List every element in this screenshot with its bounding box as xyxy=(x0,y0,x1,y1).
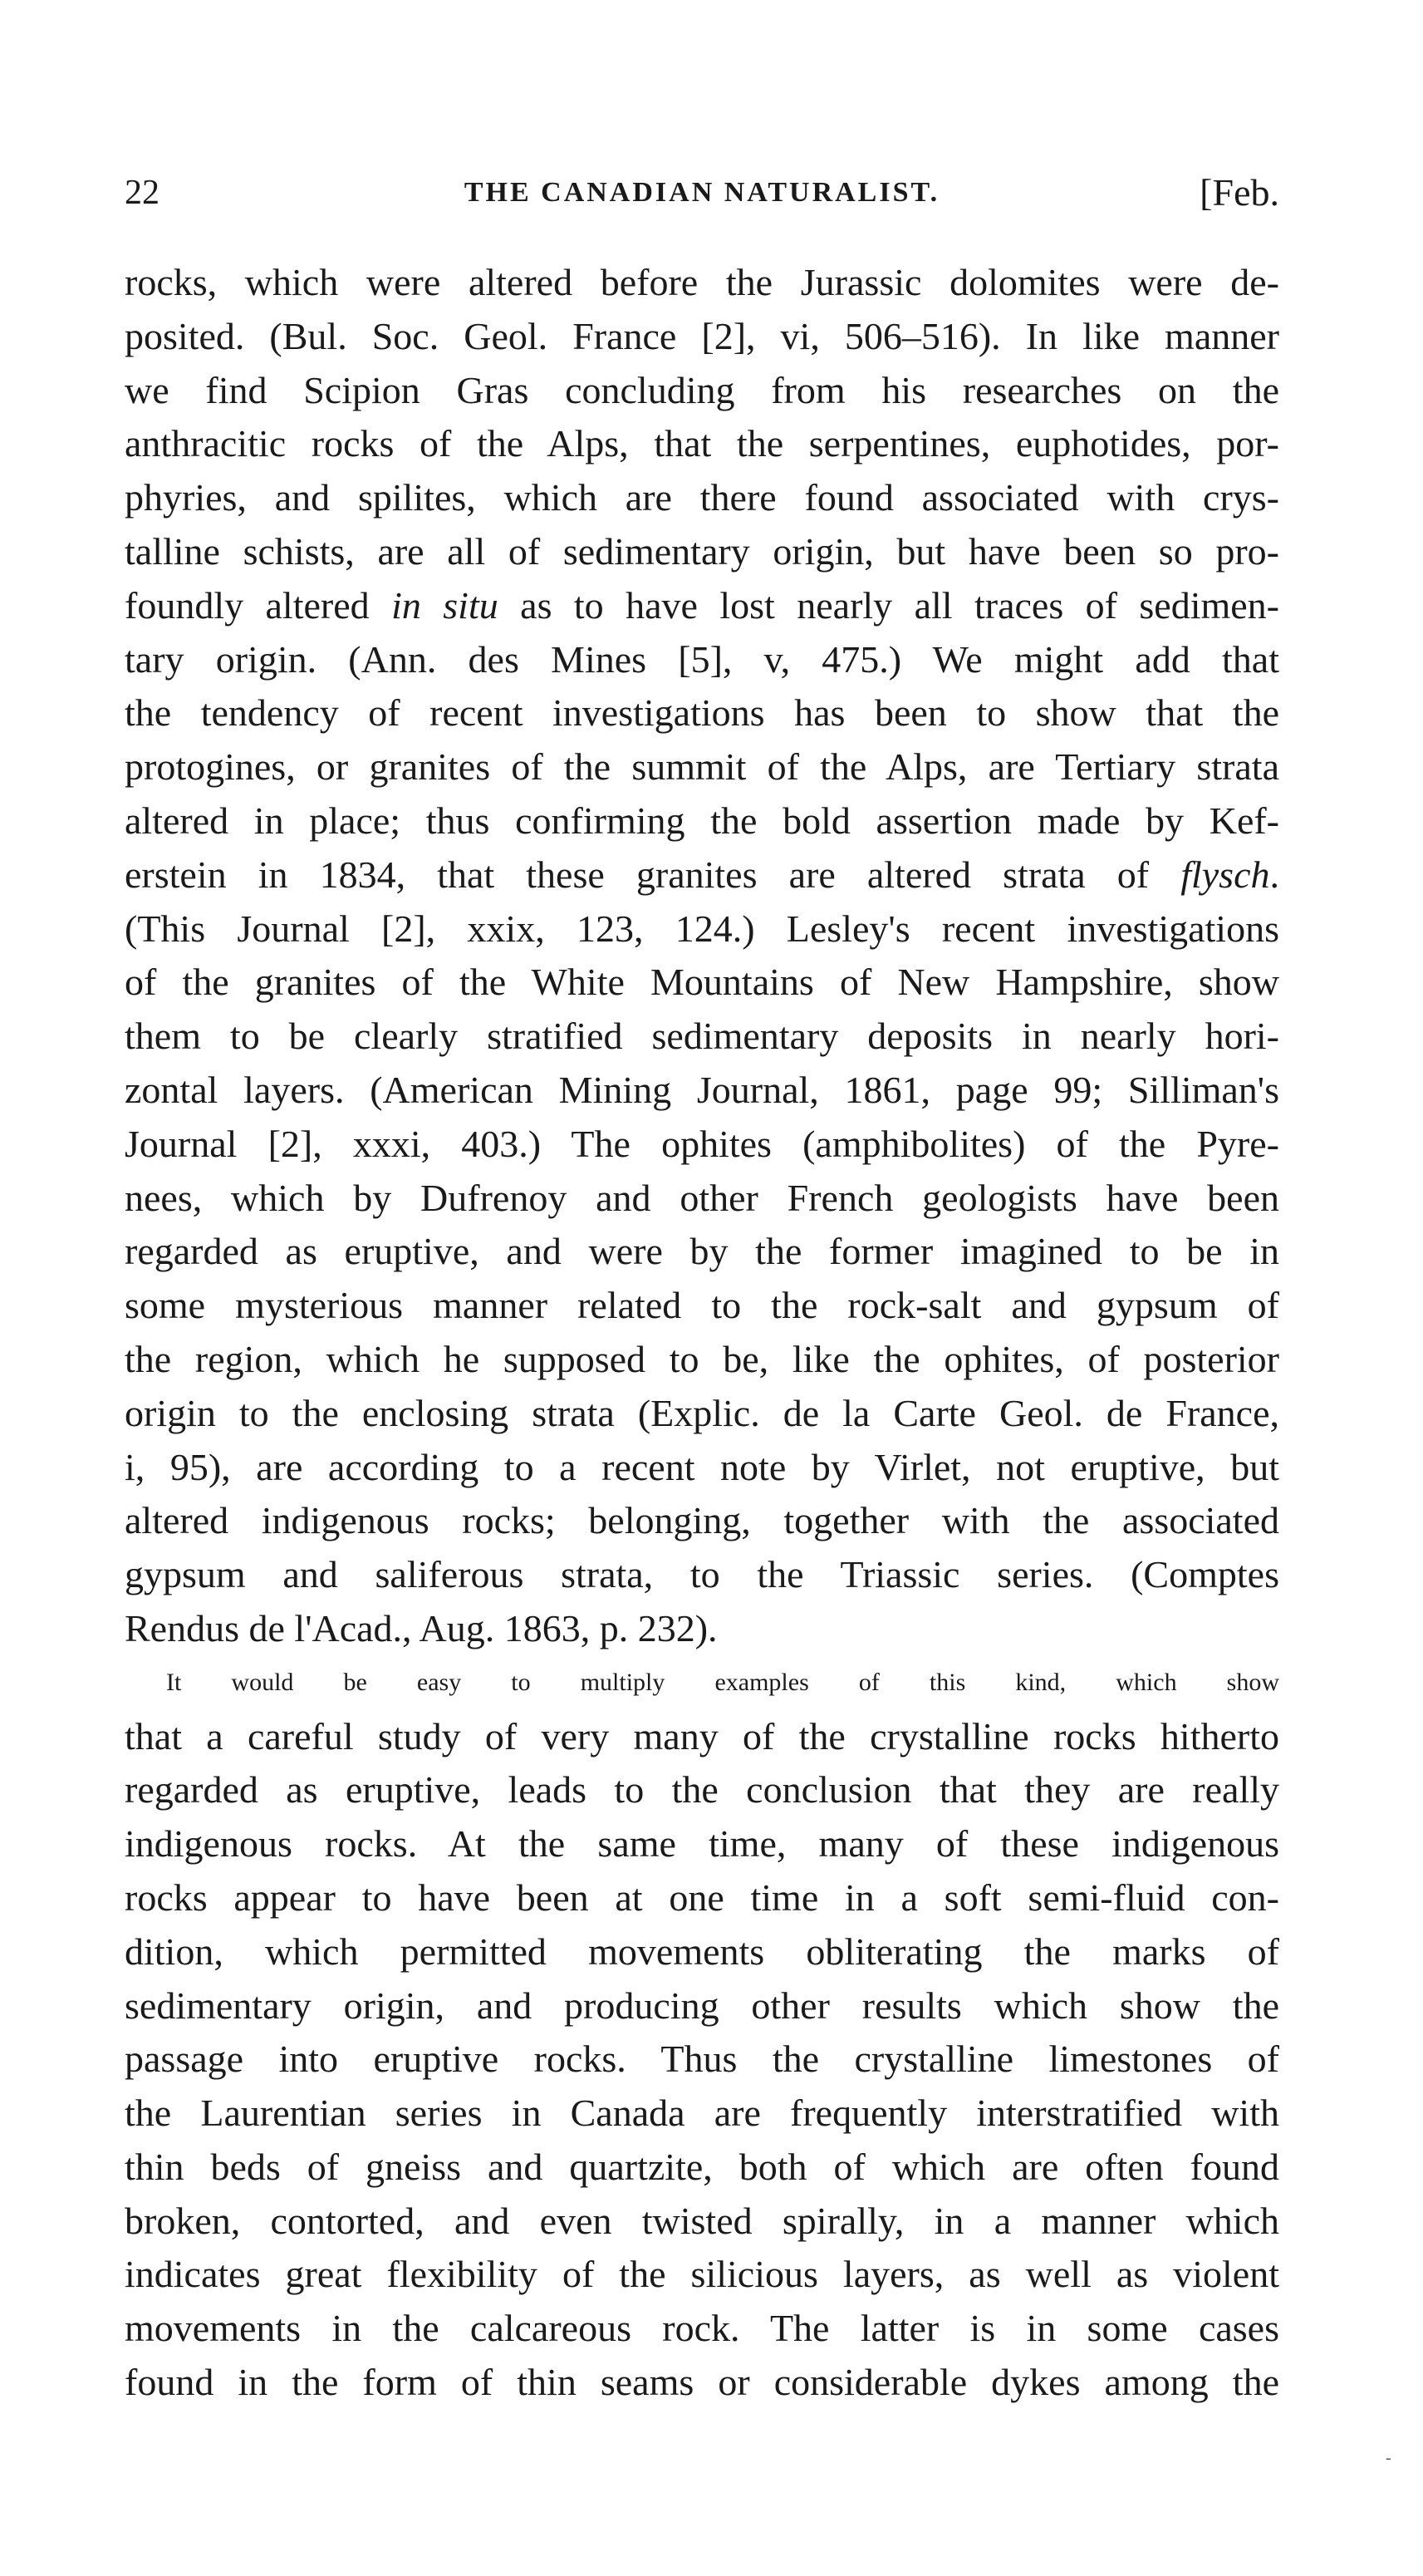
italic-term: flysch xyxy=(1180,853,1270,896)
text-line: nees, which by Dufrenoy and other French geologists have been xyxy=(125,1176,1279,1219)
journal-title: THE CANADIAN NATURALIST. xyxy=(464,177,940,208)
text-line: posited. (Bul. Soc. Geol. France [2], vi, 506–516). In like manner xyxy=(125,314,1279,357)
text-line: Journal [2], xxxi, 403.) The ophites (amphibolites) of the Pyre- xyxy=(125,1122,1279,1165)
text-line: talline schists, are all of sedimentary origin, but have been so pro- xyxy=(125,529,1279,573)
text-line: phyries, and spilites, which are there found associated with crys- xyxy=(125,476,1279,519)
text-line: the tendency of recent investigations has been to show that the xyxy=(125,691,1279,735)
issue-month: [Feb. xyxy=(1200,171,1279,214)
text-line: of the granites of the White Mountains of New Hampshire, show xyxy=(125,961,1279,1004)
text-line: broken, contorted, and even twisted spirally, in a manner which xyxy=(125,2199,1279,2242)
text-line: indigenous rocks. At the same time, many of these indigenous xyxy=(125,1822,1279,1866)
text-line: rocks appear to have been at one time in a soft semi-fluid con- xyxy=(125,1875,1279,1919)
text-line: i, 95), are according to a recent note by Virlet, not eruptive, but xyxy=(125,1445,1279,1488)
text-line: zontal layers. (American Mining Journal, 1861, page 99; Silliman's xyxy=(125,1068,1279,1111)
text-line: protogines, or granites of the summit of the Alps, are Tertiary strata xyxy=(125,745,1279,789)
text-line: the Laurentian series in Canada are frequently interstratified with xyxy=(125,2092,1279,2135)
text-line: dition, which permitted movements obliterating the marks of xyxy=(125,1930,1279,1973)
text-line: indicates great flexibility of the silicious layers, as well as violent xyxy=(125,2253,1279,2296)
text-line: them to be clearly stratified sedimentary deposits in nearly hori- xyxy=(125,1015,1279,1058)
text-line: sedimentary origin, and producing other results which show the xyxy=(125,1984,1279,2027)
text-line: foundly altered in situ as to have lost nearly all traces of sedimen- xyxy=(125,583,1279,627)
text-line: regarded as eruptive, leads to the conclusion that they are really xyxy=(125,1768,1279,1812)
text-line: anthracitic rocks of the Alps, that the serpentines, euphotides, por- xyxy=(125,422,1279,465)
text-line: origin to the enclosing strata (Explic. de la Carte Geol. de France, xyxy=(125,1391,1279,1434)
italic-term: in situ xyxy=(391,583,498,627)
text-line: movements in the calcareous rock. The latter is in some cases xyxy=(125,2307,1279,2350)
text-line: thin beds of gneiss and quartzite, both of which are often found xyxy=(125,2145,1279,2188)
text-line: we find Scipion Gras concluding from his researches on the xyxy=(125,368,1279,411)
text-line: altered in place; thus confirming the bold assertion made by Kef- xyxy=(125,799,1279,842)
text-line: that a careful study of very many of the crystalline rocks hitherto xyxy=(125,1714,1279,1757)
text-line: found in the form of thin seams or considerable dykes among the xyxy=(125,2361,1279,2404)
text-line: tary origin. (Ann. des Mines [5], v, 475.) We might add that xyxy=(125,637,1279,681)
text-line: some mysterious manner related to the rock-salt and gypsum of xyxy=(125,1284,1279,1327)
running-head xyxy=(125,168,1279,218)
page-number: 22 xyxy=(125,174,159,212)
body-text xyxy=(125,256,1279,2410)
text-line: It would be easy to multiply examples of this kind, which show xyxy=(166,1668,1279,1696)
text-line: the region, which he supposed to be, like the ophites, of posterior xyxy=(125,1337,1279,1380)
text-line: erstein in 1834, that these granites are altered strata of flysch. xyxy=(125,853,1279,896)
text-line: regarded as eruptive, and were by the former imagined to be in xyxy=(125,1230,1279,1273)
text-line: altered indigenous rocks; belonging, together with the associated xyxy=(125,1499,1279,1542)
text-line: (This Journal [2], xxix, 123, 124.) Lesley's recent investigations xyxy=(125,907,1279,950)
text-line: passage into eruptive rocks. Thus the crystalline limestones of xyxy=(125,2038,1279,2081)
stray-mark: - xyxy=(1386,2449,1391,2467)
text-line: Rendus de l'Acad., Aug. 1863, p. 232). xyxy=(125,1606,718,1649)
text-line: rocks, which were altered before the Jurassic dolomites were de- xyxy=(125,261,1279,303)
text-line: gypsum and saliferous strata, to the Triassic series. (Comptes xyxy=(125,1553,1279,1596)
